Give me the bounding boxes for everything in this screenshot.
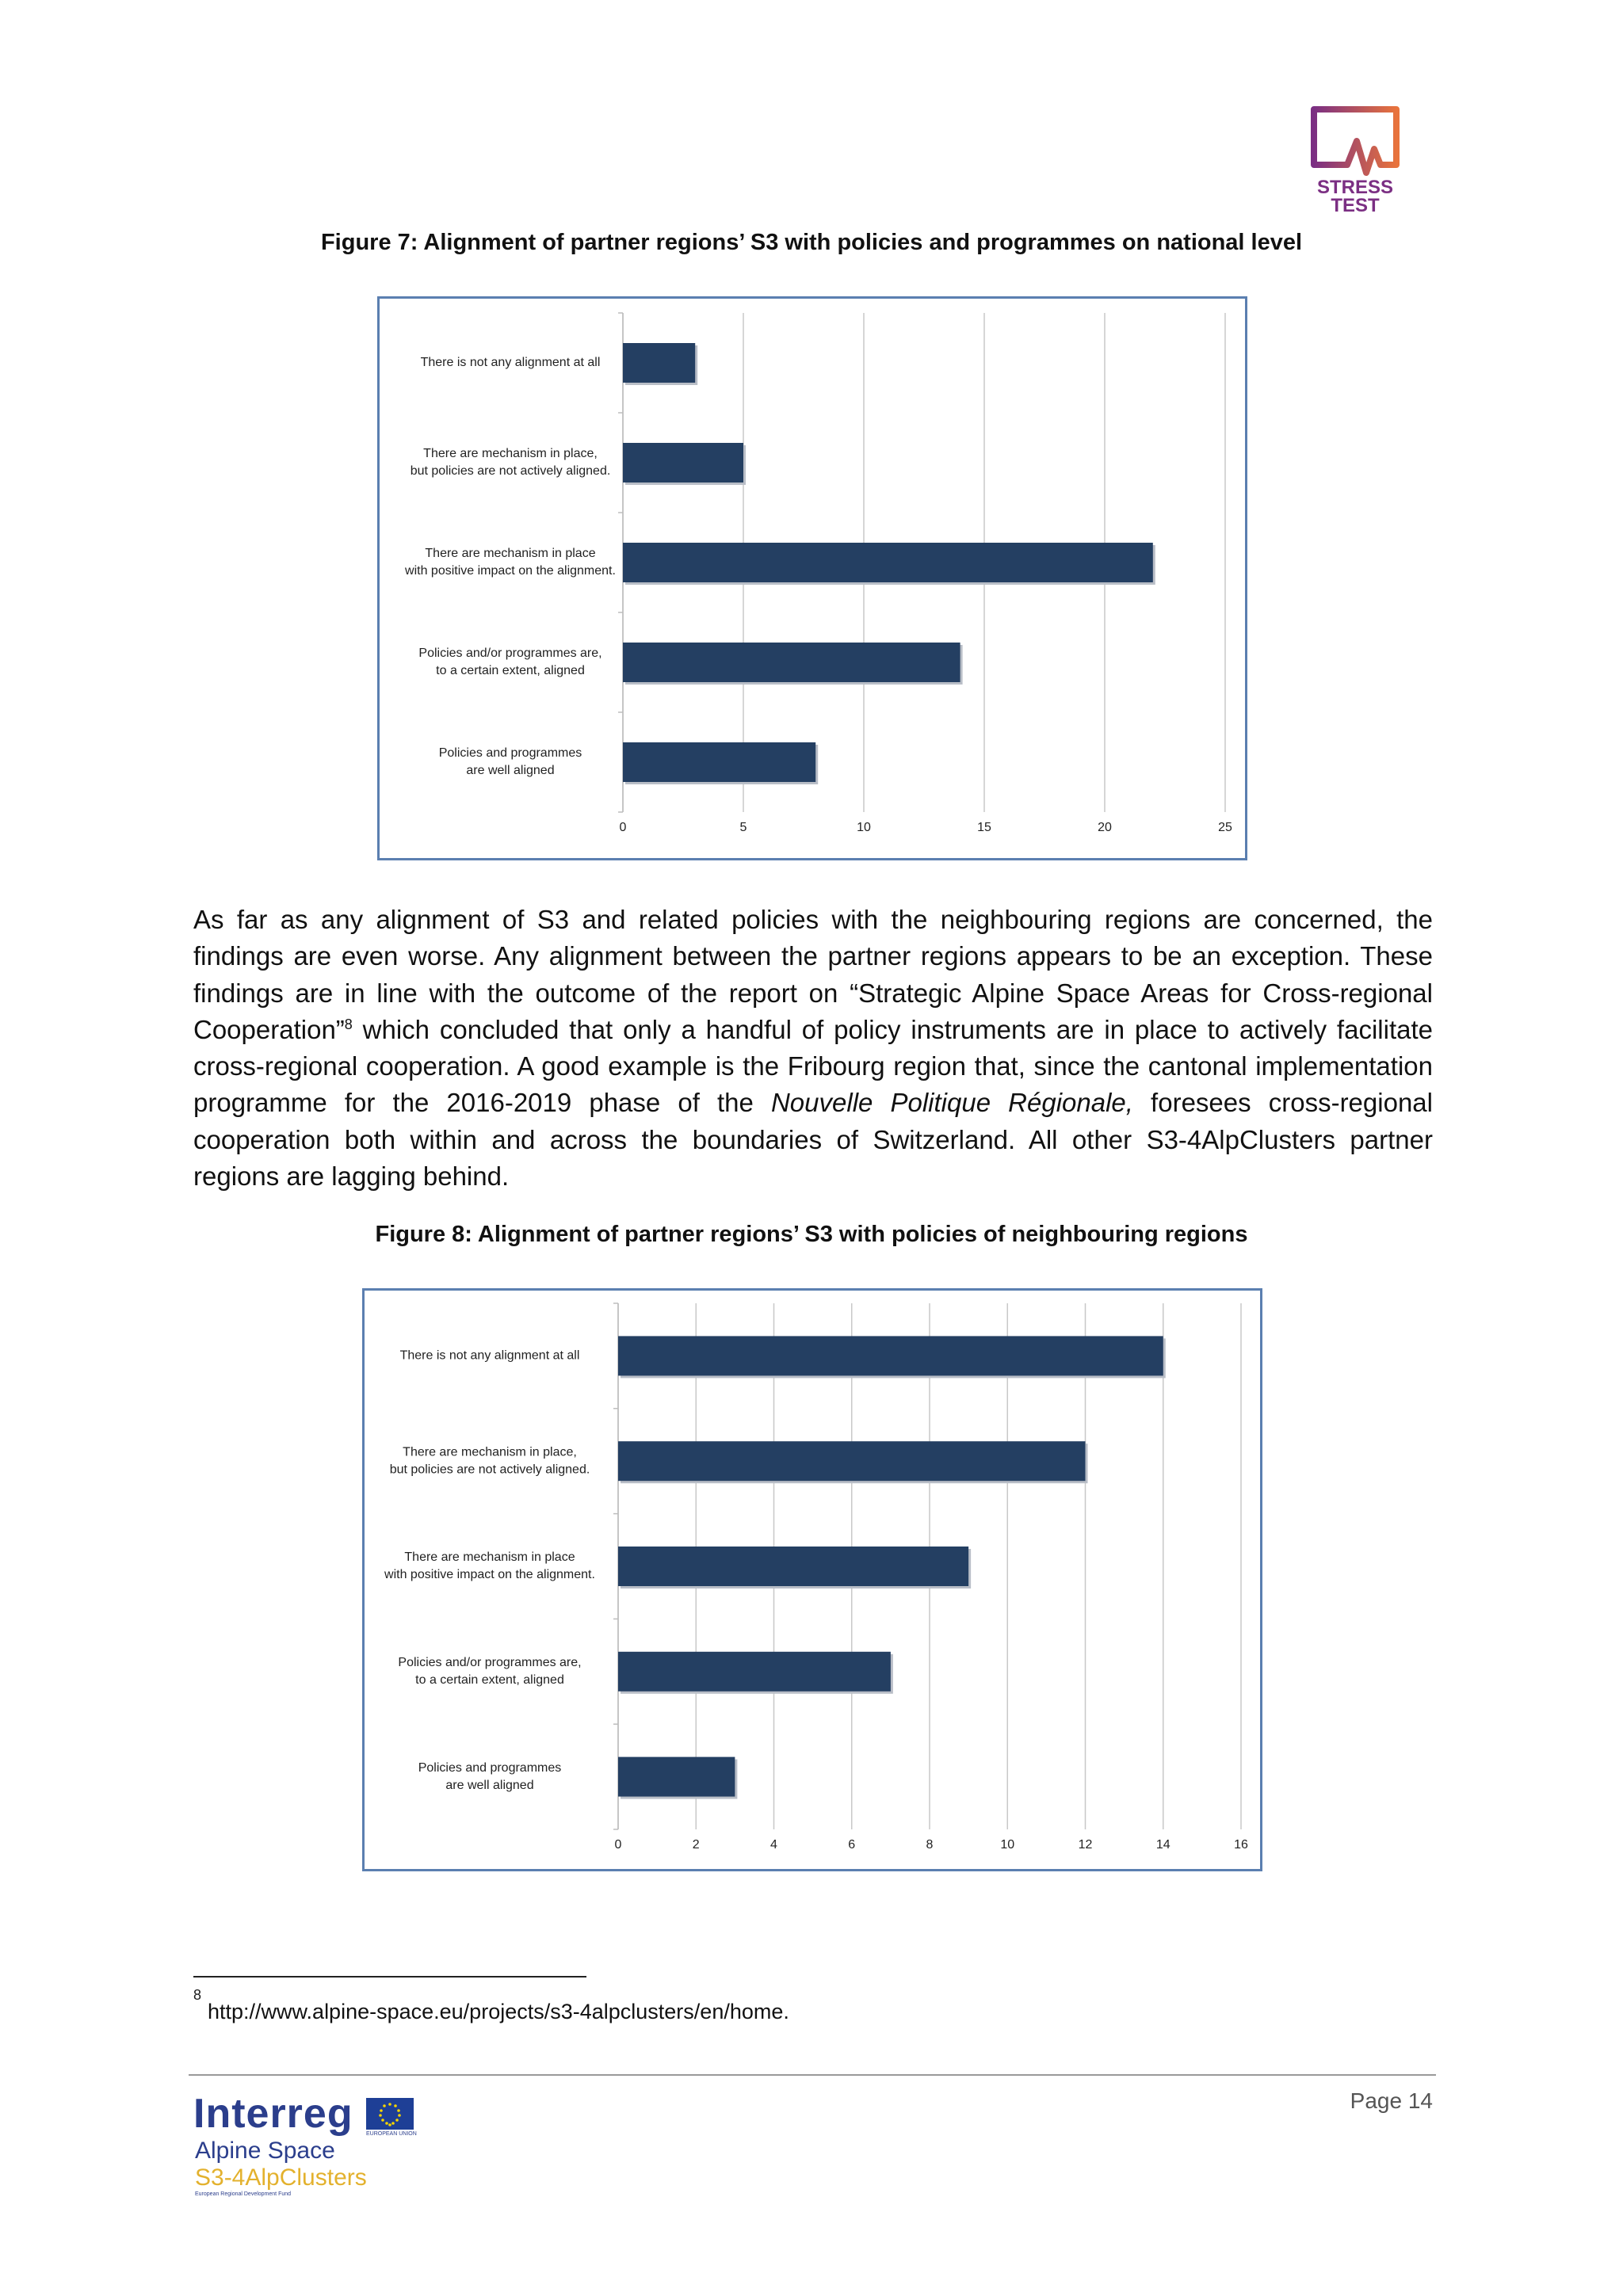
body-text-part2: which concluded that only a handful of policy instruments are in place to actively facilitate cross-regional cooperation. A good example is the Fribourg region that, since the cantonal implementation programme for the 2016-2019 phase of the bbox=[193, 1014, 1433, 1118]
bar bbox=[618, 1757, 735, 1797]
bar bbox=[623, 643, 960, 682]
figure-7-caption: Figure 7: Alignment of partner regions’ S3 with policies and programmes on national level bbox=[320, 230, 1303, 255]
bar bbox=[623, 443, 743, 482]
body-paragraph bbox=[193, 902, 1433, 1195]
footnote-number: 8 bbox=[193, 1987, 202, 2003]
category-label: Policies and/or programmes are, bbox=[398, 1656, 582, 1670]
category-label: There are mechanism in place, bbox=[403, 1445, 577, 1459]
figure-7-chart bbox=[377, 296, 1247, 860]
x-tick-label: 10 bbox=[1000, 1838, 1015, 1852]
figure-8-caption: Figure 8: Alignment of partner regions’ S3 with policies of neighbouring regions bbox=[375, 1222, 1248, 1247]
x-tick-label: 10 bbox=[857, 821, 871, 834]
figure-8-chart bbox=[362, 1288, 1262, 1871]
bar bbox=[623, 543, 1153, 582]
category-label: There are mechanism in place bbox=[404, 1550, 575, 1565]
logo-line2: TEST bbox=[1331, 195, 1380, 216]
x-tick-label: 15 bbox=[977, 821, 991, 834]
footnote-ref: 8 bbox=[344, 1016, 353, 1032]
x-tick-label: 0 bbox=[619, 821, 627, 834]
x-tick-label: 5 bbox=[739, 821, 747, 834]
category-label: to a certain extent, aligned bbox=[436, 664, 585, 678]
category-label: with positive impact on the alignment. bbox=[405, 564, 616, 578]
bar bbox=[618, 1336, 1163, 1375]
program-name: Alpine Space bbox=[195, 2138, 335, 2164]
category-label: Policies and programmes bbox=[438, 746, 582, 761]
x-tick-label: 25 bbox=[1218, 821, 1232, 834]
footer-separator bbox=[189, 2074, 1436, 2076]
figure-8-svg bbox=[365, 1291, 1260, 1869]
x-tick-label: 16 bbox=[1234, 1838, 1248, 1852]
figure-7-svg bbox=[380, 299, 1245, 858]
body-text-part3: foresees cross-regional cooperation both within and across the boundaries of Switzerland. All other S3-4AlpClusters partner regions are lagging behind. bbox=[193, 1088, 1433, 1192]
bar bbox=[618, 1441, 1086, 1481]
category-label: There are mechanism in place bbox=[425, 547, 596, 561]
heartbeat-frame-icon bbox=[1314, 109, 1396, 173]
page-number: Page 14 bbox=[1350, 2088, 1433, 2113]
x-tick-label: 2 bbox=[692, 1838, 700, 1852]
x-tick-label: 6 bbox=[848, 1838, 856, 1852]
category-label: but policies are not actively aligned. bbox=[410, 464, 611, 479]
x-tick-label: 20 bbox=[1098, 821, 1112, 834]
eu-caption: EUROPEAN UNION bbox=[366, 2131, 417, 2137]
category-label: with positive impact on the alignment. bbox=[384, 1568, 595, 1582]
bar bbox=[623, 742, 815, 782]
logo-line1: STRESS bbox=[1316, 177, 1394, 198]
fund-caption: European Regional Development Fund bbox=[195, 2191, 292, 2197]
bar bbox=[618, 1547, 968, 1586]
category-label: Policies and programmes bbox=[418, 1760, 562, 1775]
x-tick-label: 8 bbox=[926, 1838, 934, 1852]
bar bbox=[618, 1652, 891, 1691]
category-label: to a certain extent, aligned bbox=[415, 1673, 564, 1688]
bar bbox=[623, 343, 695, 383]
stress-test-logo bbox=[1279, 97, 1431, 228]
x-tick-label: 12 bbox=[1078, 1838, 1093, 1852]
category-label: are well aligned bbox=[466, 764, 555, 778]
category-label: Policies and/or programmes are, bbox=[418, 646, 602, 661]
project-name: S3-4AlpClusters bbox=[195, 2164, 367, 2191]
x-tick-label: 4 bbox=[770, 1838, 777, 1852]
body-text-part1: As far as any alignment of S3 and related policies with the neighbouring regions are concerned, the findings are even worse. Any alignment between the partner regions appears to be an exception. These findings are in line with the outcome of the report on “Strategic Alpine Space Areas for Cross-regional Cooperation” bbox=[193, 905, 1433, 1044]
category-label: are well aligned bbox=[445, 1778, 534, 1792]
category-label: There is not any alignment at all bbox=[399, 1348, 580, 1363]
category-label: but policies are not actively aligned. bbox=[389, 1463, 590, 1477]
category-label: There are mechanism in place, bbox=[423, 447, 598, 461]
interreg-brand: Interreg bbox=[193, 2091, 353, 2137]
eu-flag-icon bbox=[366, 2098, 414, 2130]
x-tick-label: 14 bbox=[1155, 1838, 1170, 1852]
x-tick-label: 0 bbox=[614, 1838, 622, 1852]
category-label: There is not any alignment at all bbox=[420, 356, 601, 370]
interreg-logo bbox=[193, 2092, 423, 2195]
footnote-separator bbox=[193, 1976, 586, 1978]
body-text-italic: Nouvelle Politique Régionale, bbox=[770, 1088, 1133, 1118]
footnote-link[interactable]: http://www.alpine-space.eu/projects/s3-4alpclusters/en/home. bbox=[208, 2000, 789, 2023]
